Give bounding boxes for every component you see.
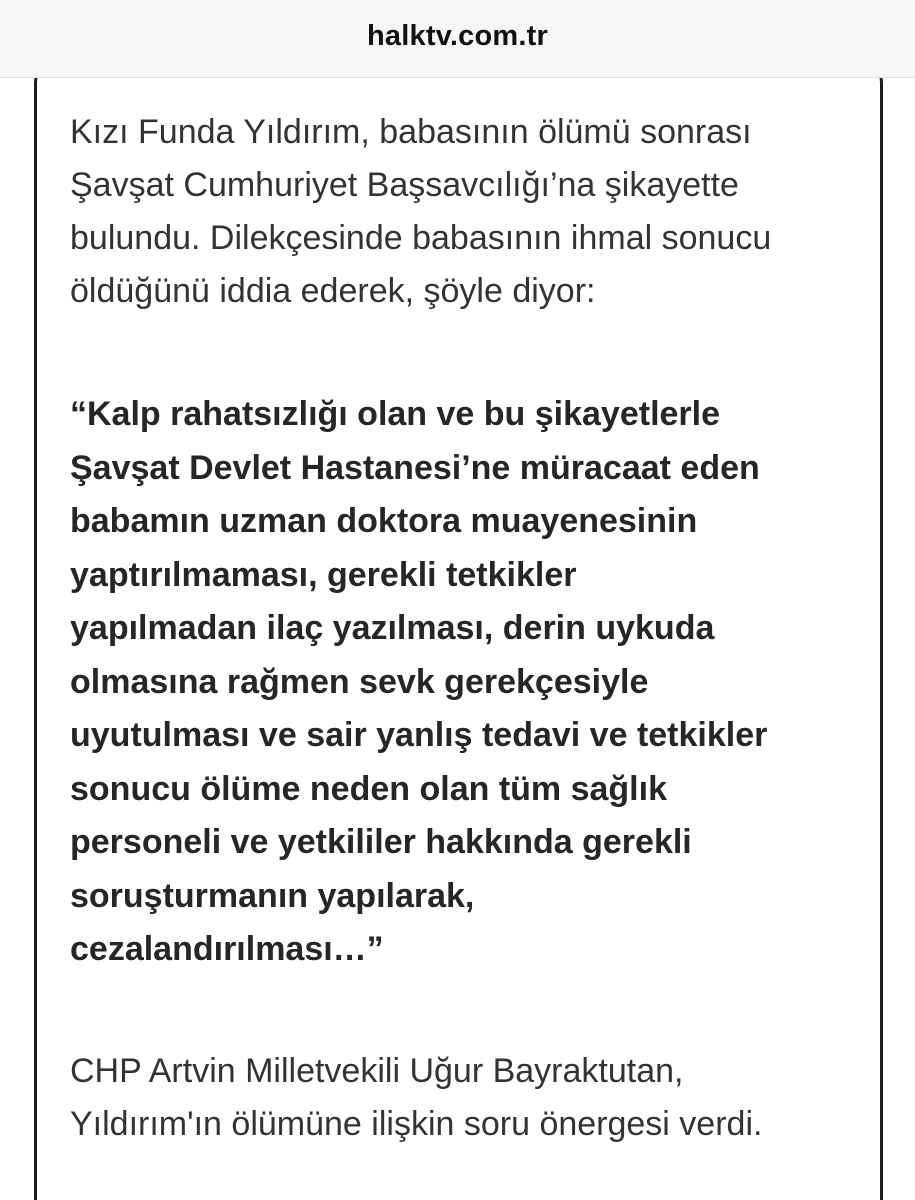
outro-paragraph (70, 1045, 860, 1151)
quote-line: yaptırılmaması, gerekli tetkikler (70, 555, 577, 594)
intro-line: Şavşat Cumhuriyet Başsavcılığı’na şikayette (70, 166, 739, 204)
outro-line: CHP Artvin Milletvekili Uğur Bayraktutan, (70, 1051, 684, 1090)
article-content (70, 106, 860, 1151)
quote-line: yapılmadan ilaç yazılması, derin uykuda (70, 609, 715, 647)
quote-line: uyutulması ve sair yanlış tedavi ve tetkikler (70, 716, 768, 754)
quote-line: Şavşat Devlet Hastanesi’ne müracaat eden (70, 448, 760, 487)
quote-line: personeli ve yetkililer hakkında gerekli (70, 823, 692, 861)
quote-line: sonucu ölüme neden olan tüm sağlık (70, 769, 667, 808)
quote-line: cezalandırılması…” (70, 930, 384, 968)
intro-line: öldüğünü iddia ederek, şöyle diyor: (70, 272, 596, 310)
outro-line: Yıldırım'ın ölümüne ilişkin soru önergesi verdi. (70, 1104, 763, 1143)
browser-address-bar[interactable] (0, 0, 915, 78)
quote-line: babamın uzman doktora muayenesinin (70, 502, 698, 540)
intro-line: Kızı Funda Yıldırım, babasının ölümü sonrası (70, 113, 752, 151)
quote-line: olmasına rağmen sevk gerekçesiyle (70, 662, 649, 701)
url-text[interactable]: halktv.com.tr (367, 20, 548, 52)
quote-paragraph (70, 388, 860, 977)
quote-line: soruşturmanın yapılarak, (70, 876, 475, 915)
intro-paragraph (70, 106, 860, 318)
quote-line: “Kalp rahatsızlığı olan ve bu şikayetlerle (70, 395, 721, 433)
intro-line: bulundu. Dilekçesinde babasının ihmal sonucu (70, 219, 772, 257)
